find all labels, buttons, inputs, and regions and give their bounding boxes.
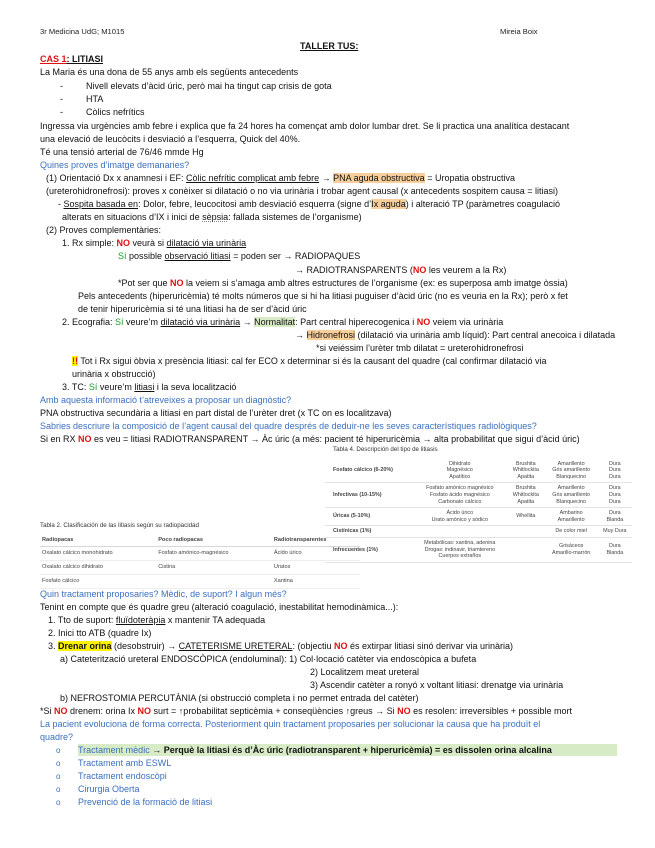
table-cell bbox=[156, 575, 272, 589]
table-cell: Ácido úrico bbox=[272, 547, 360, 561]
rx-line: de tenir hiperuricèmia si té una litiasi ha de ser d’àcid úric bbox=[78, 304, 307, 314]
option-item: o Tractament endoscòpi bbox=[56, 771, 167, 781]
table-cell: Whellita bbox=[516, 513, 536, 520]
answer-3: Si en RX NO es veu = litiasi RADIOTRANSPARENT → Àc úric (a més: pacient té hiperuricèmia → alta probabilitat que sigui d’àcid úric) bbox=[40, 434, 580, 444]
option-item: o Cirurgia Oberta bbox=[56, 784, 140, 794]
treatment-line: 3) Ascendir catèter a ronyó x voltant litiasi: drenatge via urinària bbox=[310, 680, 564, 690]
table-cell: Xantina bbox=[272, 575, 360, 589]
table-cell: Metabólicas: xantina, adenina Drogas: indinavir, triamtereno Cuerpos extraños bbox=[424, 539, 496, 560]
answer-line: (ureterohidronefrosi): proves x conèixer si dilatació o no via urinària i trobar agent causal (x antecedents sospitem causa = litiasi) bbox=[46, 186, 559, 196]
eco-line: → Hidronefrosi (dilatació via urinària amb líquid): Part central anecoica i dilatada bbox=[295, 330, 616, 340]
paragraph: Té una tensió arterial de 76/46 mmde Hg bbox=[40, 147, 204, 157]
table-cell bbox=[507, 537, 545, 562]
table-cell: Brushita Whitlockita Apatita bbox=[512, 460, 539, 480]
header-left: 3r Medicina UdG; M1015 bbox=[40, 27, 125, 36]
rx-line: 1. Rx simple: NO veurà si dilatació via urinària bbox=[62, 238, 247, 248]
table-cell: Dura Blanda bbox=[606, 543, 624, 556]
answer-2: PNA obstructiva secundària a litiasi en part distal de l’urèter dret (x TC on es localitzava) bbox=[40, 408, 392, 418]
table-cell: Fosfato cálcico bbox=[40, 575, 156, 589]
table-cell bbox=[413, 526, 507, 538]
table-cell: Muy Dura bbox=[603, 528, 627, 535]
warning-line: urinària x obstrucció) bbox=[72, 369, 156, 379]
paragraph: Ingressa via urgències amb febre i explica que fa 24 hores ha començat amb dolor lumbar dret. Se li practica una analítica destacant bbox=[40, 121, 570, 131]
question-5-cont: quadre? bbox=[40, 732, 74, 742]
table-radiopacity bbox=[40, 522, 360, 589]
rx-line: → RADIOTRANSPARENTS (NO les veurem a la Rx) bbox=[295, 265, 507, 275]
table-row bbox=[325, 537, 632, 562]
table-cell: Cistina bbox=[156, 561, 272, 575]
table-caption: Tabla 4. Descripción del tipo de litiasis bbox=[333, 446, 438, 453]
column-header: Radiotransparentes bbox=[272, 535, 360, 547]
rx-line: Pels antecedents (hiperuricèmia) té molts números que si hi ha litiasi puguiser d’àcid úric (no es veuria en la Rx); però x fet bbox=[78, 291, 568, 301]
table-cell: De color miel bbox=[555, 528, 587, 535]
option-item: o Tractament amb ESWL bbox=[56, 758, 172, 768]
table-cell: Ambarino Amarillento bbox=[557, 510, 585, 523]
table-cell: Dura Dura Dura bbox=[608, 460, 621, 480]
question-5: La pacient evoluciona de forma correcta. Posteriorment quin tractament proposaries per solucionar la causa que ha produït el bbox=[40, 719, 541, 729]
column-header: Radiopacas bbox=[40, 535, 156, 547]
intro-text: La Maria és una dona de 55 anys amb els següents antecedents bbox=[40, 67, 299, 77]
table-cell: Oxalato cálcico dihidrato bbox=[40, 561, 156, 575]
table-row bbox=[325, 526, 632, 538]
eco-line: *si veiéssim l’urèter tmb dilatat = ureterohidronefrosi bbox=[316, 343, 524, 353]
treatment-line: 1. Tto de suport: fluïdoteràpia x mantenir TA adequada bbox=[48, 615, 266, 625]
table-cell bbox=[507, 526, 545, 538]
rx-line: *Pot ser que NO la veiem si s’amaga amb altres estructures de l’organisme (ex: es superposa amb imatge òssia) bbox=[118, 278, 568, 288]
table-cell: Amarillento Gris amarillento Blanquecino bbox=[552, 485, 591, 505]
list-item: - Còlics nefrítics bbox=[60, 107, 145, 117]
rx-line: Sí possible observació litiasi = poden ser → RADIOPAQUES bbox=[118, 251, 361, 261]
paragraph: una elevació de leucòcits i desviació a l’esquerra, Quick del 40%. bbox=[40, 134, 301, 144]
list-item: - HTA bbox=[60, 94, 104, 104]
table-row bbox=[40, 561, 360, 575]
treatment-line: a) Cateterització ureteral ENDOSCÒPICA (endoluminal): 1) Col·locació catèter via endoscòpica a bufeta bbox=[60, 654, 477, 664]
case-topic: : LITIASI bbox=[66, 54, 104, 64]
treatment-line: 2) Localitzem meat ureteral bbox=[310, 667, 420, 677]
case-label: CAS 1 bbox=[40, 54, 67, 64]
option-item: o Tractament mèdic → Perquè la litiasi és d’Àc úric (radiotransparent + hiperuricèmia) = es dissolen orina alcalina bbox=[56, 744, 617, 757]
table-cell: Infrecuentes (1%) bbox=[333, 546, 378, 553]
list-item-text: Nivell elevats d’àcid úric, però mai ha tingut cap crisis de gota bbox=[86, 81, 332, 91]
table-cell: Dihidrato Magnésico Apatítico bbox=[446, 460, 473, 480]
table-row bbox=[325, 459, 632, 483]
list-item-text: HTA bbox=[86, 94, 104, 104]
table-lithiasis-types bbox=[325, 447, 632, 563]
table-cell: Oxalato cálcico monohidrato bbox=[40, 547, 156, 561]
table-cell: Fosfato cálcico (6-20%) bbox=[333, 467, 393, 474]
answer-line: - Sospita basada en: Dolor, febre, leucocitosi amb desviació esquerra (signe d’Ix aguda) i alteració TP (paràmetres coagulació bbox=[58, 199, 560, 209]
eco-line: 2. Ecografia: Sí veure’m dilatació via urinària → Normalitat: Part central hiperecogenica i NO veiem via urinària bbox=[62, 317, 504, 327]
table-cell: Grisáceos Amarillo-marrón bbox=[551, 543, 591, 556]
table-cell: Fosfato amónico magnésico Fosfato ácido magnésico Carbonato cálcico bbox=[426, 485, 494, 505]
warning-line: !! Tot i Rx sigui òbvia x presència litiasi: cal fer ECO x determinar si és la causant del quadre (cal confirmar dilatació via bbox=[72, 356, 547, 366]
table-caption: Tabla 2. Clasificación de las litiasis según su radiopacidad bbox=[40, 522, 199, 529]
column-header: Poco radiopacas bbox=[156, 535, 272, 547]
answer-line: alterats en situacions d’IX i inici de sèpsia: fallada sistemes de l’organisme) bbox=[62, 212, 362, 222]
table-cell: Brushita Whitlockita Apatita bbox=[512, 485, 539, 505]
question-1: Quines proves d’imatge demanaries? bbox=[40, 160, 190, 170]
header-right: Mireia Boix bbox=[500, 27, 538, 36]
treatment-line: 2. Inici tto ATB (quadre Ix) bbox=[48, 628, 152, 638]
table-cell: Dura Blanda bbox=[606, 510, 624, 523]
table-cell: Fosfato amónico-magnésico bbox=[156, 547, 272, 561]
section-title: (2) Proves complementàries: bbox=[46, 225, 162, 235]
table-cell: Infectivas (10-15%) bbox=[333, 491, 382, 498]
treatment-line: 3. Drenar orina (desobstruir) → CATETERISME URETERAL: (objectiu NO és extirpar litiasi sinó derivar via urinària) bbox=[48, 641, 514, 651]
table-cell: Úricas (5-10%) bbox=[333, 513, 371, 520]
table-row bbox=[325, 483, 632, 508]
list-item: - Nivell elevats d’àcid úric, però mai ha tingut cap crisis de gota bbox=[60, 81, 332, 91]
treatment-line: b) NEFROSTOMIA PERCUTÀNIA (si obstrucció completa i no permet entrada del catèter) bbox=[60, 693, 419, 703]
answer-line: (1) Orientació Dx x anamnesi i EF: Còlic nefrític complicat amb febre → PNA aguda obstructiva = Uropatia obstructiva bbox=[46, 173, 515, 183]
tc-line: 3. TC: Sí veure’m litiasi i la seva localització bbox=[62, 382, 237, 392]
table-cell: Uratos bbox=[272, 561, 360, 575]
case-heading bbox=[40, 53, 103, 65]
table-cell: Dura Dura Dura bbox=[608, 485, 621, 505]
question-3: Sabries descriure la composició de l’agent causal del quadre després de deduir-ne les seves característiques radiològiques? bbox=[40, 421, 537, 431]
table-cell: Amarillento Gris amarillento Blanquecino bbox=[552, 460, 591, 480]
table-row bbox=[40, 547, 360, 561]
list-item-text: Còlics nefrítics bbox=[86, 107, 145, 117]
table-row bbox=[40, 575, 360, 589]
table-row bbox=[325, 508, 632, 526]
option-item: o Prevenció de la formació de litiasi bbox=[56, 797, 213, 807]
page-title: TALLER TUS: bbox=[300, 41, 359, 51]
question-4: Quin tractament proposaries? Mèdic, de suport? I algun més? bbox=[40, 589, 287, 599]
treatment-note: *Si NO drenem: orina Ix NO surt = ↑probabilitat septicèmia + conseqüències ↑greus → Si NO es resolen: irreversibles + possible mort bbox=[40, 706, 572, 716]
table-cell: Ácido úrico Urato amónico y sódico bbox=[431, 510, 488, 523]
question-2: Amb aquesta informació t’atreveixes a proposar un diagnòstic? bbox=[40, 395, 292, 405]
answer-4: Tenint en compte que és quadre greu (alteració coagulació, inestabilitat hemodinàmica...): bbox=[40, 602, 399, 612]
table-cell: Cistínicas (1%) bbox=[333, 528, 372, 535]
